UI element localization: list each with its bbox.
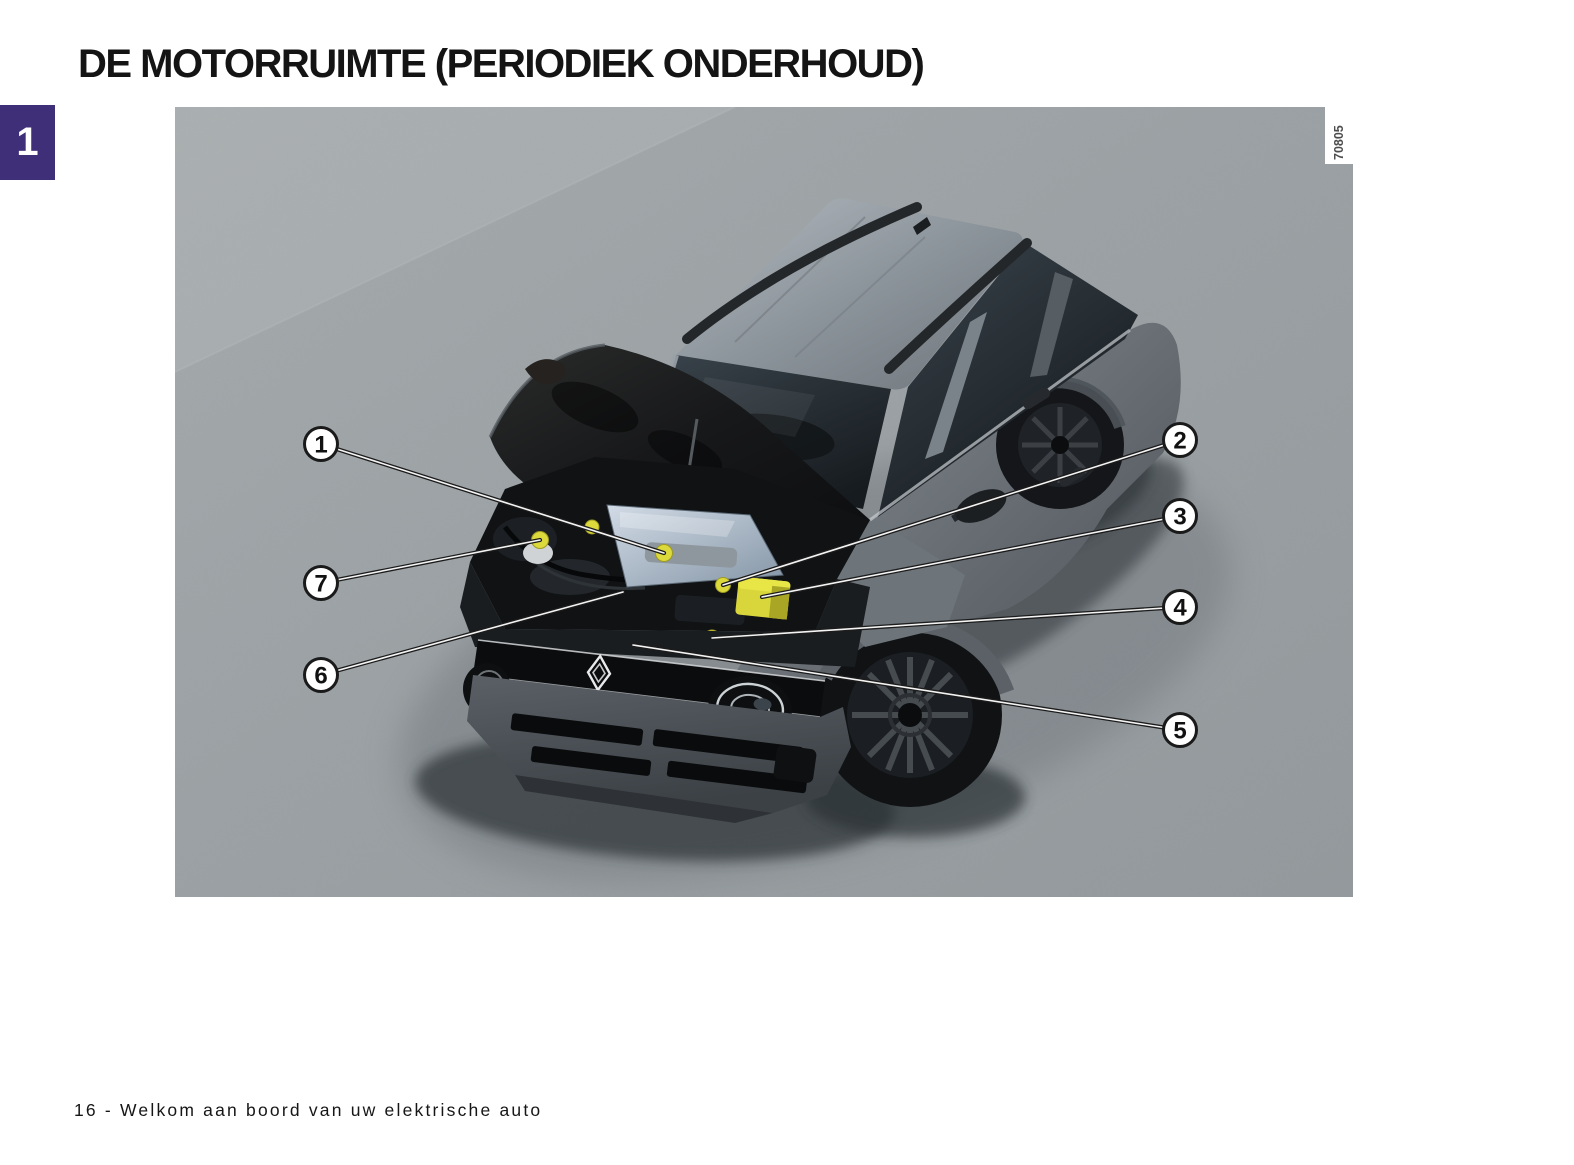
engine-bay-illustration — [175, 107, 1353, 897]
figure-number: 70805 — [1332, 125, 1346, 160]
callout-number-1: 1 — [314, 431, 328, 459]
chapter-tab — [0, 105, 55, 180]
callout-number-5: 5 — [1173, 717, 1187, 745]
page-footer: 16 - Welkom aan boord van uw elektrische auto — [74, 1100, 543, 1120]
callout-number-4: 4 — [1173, 594, 1187, 622]
callout-number-6: 6 — [314, 662, 328, 690]
engine-bay-figure — [175, 107, 1353, 897]
chapter-tab-number: 1 — [16, 120, 39, 164]
page-title: DE MOTORRUIMTE (PERIODIEK ONDERHOUD) — [78, 42, 924, 86]
figure-number-box — [1325, 107, 1353, 164]
callout-number-2: 2 — [1173, 427, 1187, 455]
callout-number-3: 3 — [1173, 503, 1187, 531]
callout-number-7: 7 — [314, 570, 328, 598]
